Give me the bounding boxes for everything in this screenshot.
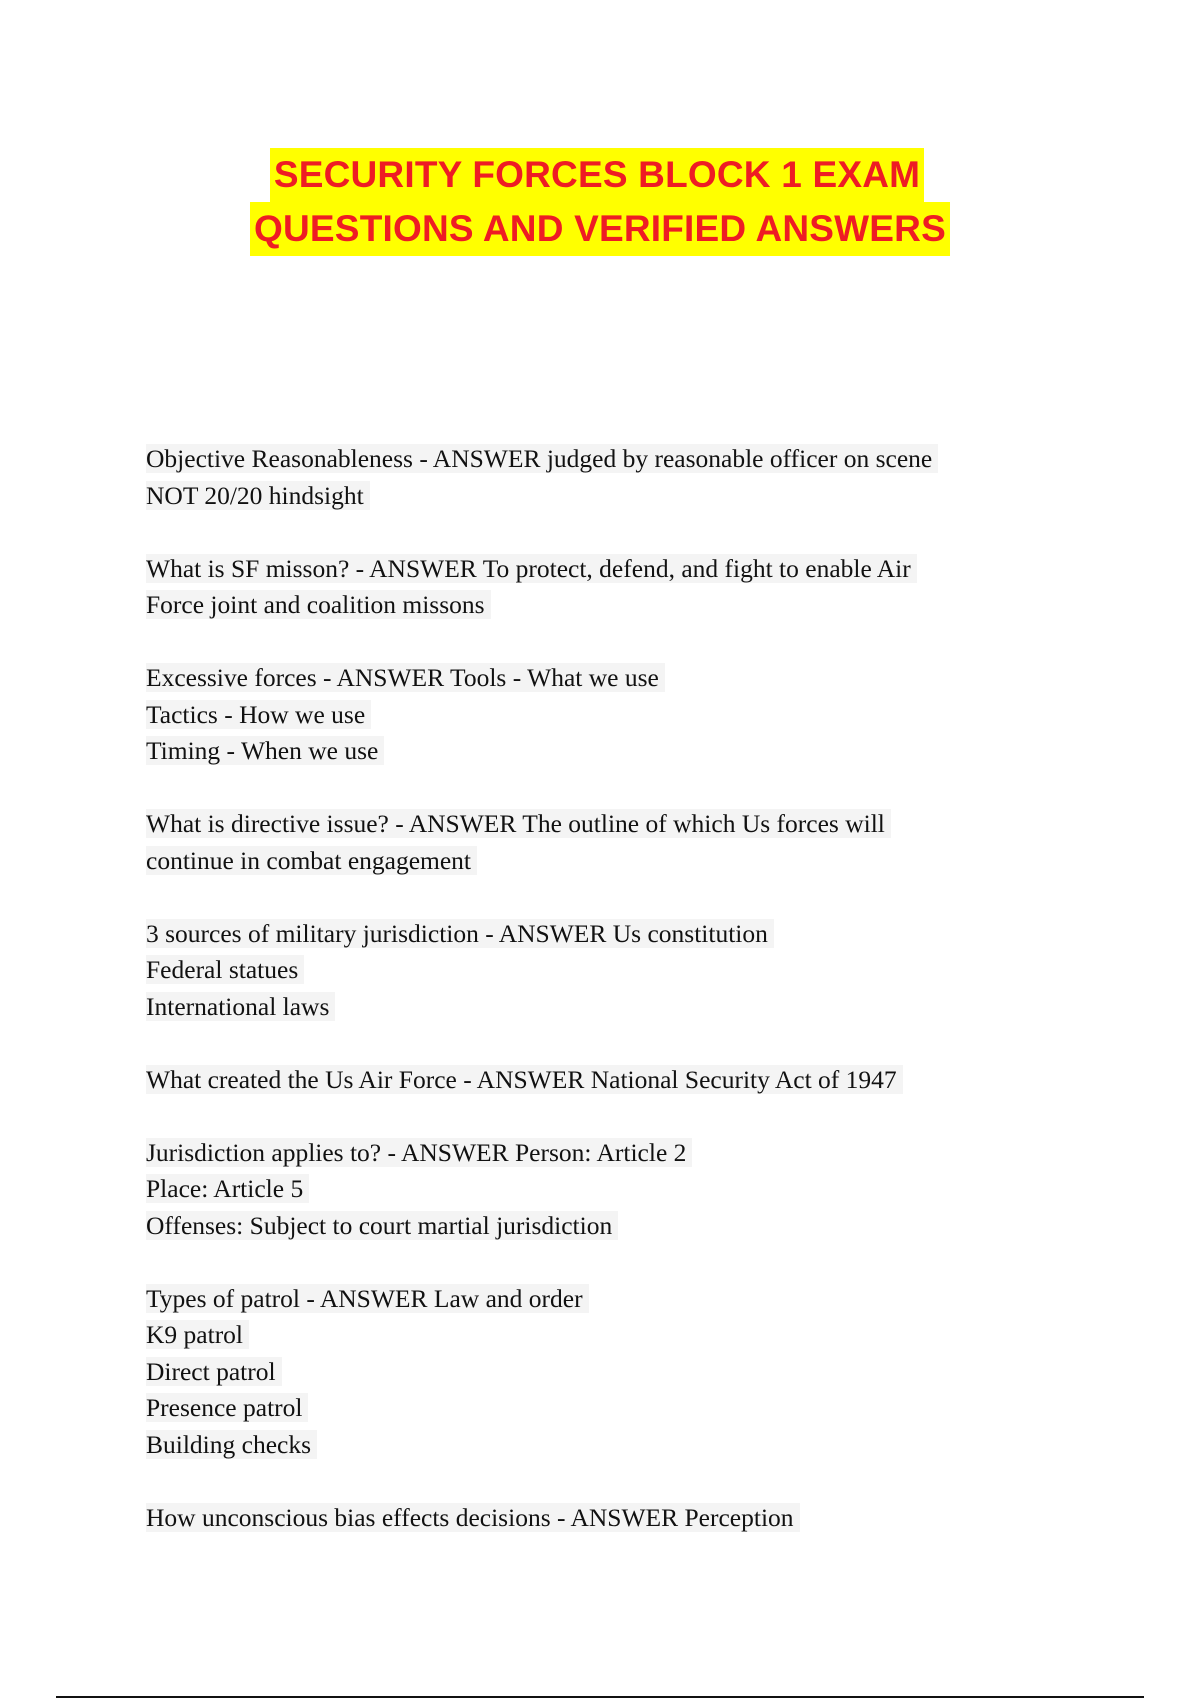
title-line-1: SECURITY FORCES BLOCK 1 EXAM (270, 148, 924, 202)
document-title (0, 148, 1200, 256)
qa-line: Force joint and coalition missons (146, 590, 491, 619)
qa-item (146, 441, 1066, 514)
qa-line: What is directive issue? - ANSWER The outline of which Us forces will (146, 809, 891, 838)
qa-item (146, 660, 1066, 770)
qa-line: Direct patrol (146, 1357, 282, 1386)
footer-divider (56, 1696, 1144, 1698)
qa-line: K9 patrol (146, 1320, 249, 1349)
qa-line: Place: Article 5 (146, 1174, 309, 1203)
qa-line: Jurisdiction applies to? - ANSWER Person: Article 2 (146, 1138, 692, 1167)
qa-line: Tactics - How we use (146, 700, 371, 729)
qa-line: Objective Reasonableness - ANSWER judged by reasonable officer on scene (146, 444, 938, 473)
qa-line: How unconscious bias effects decisions - ANSWER Perception (146, 1503, 800, 1532)
qa-line: continue in combat engagement (146, 846, 477, 875)
qa-line: International laws (146, 992, 335, 1021)
qa-line: Types of patrol - ANSWER Law and order (146, 1284, 589, 1313)
qa-line: Offenses: Subject to court martial jurisdiction (146, 1211, 618, 1240)
qa-line: Federal statues (146, 955, 304, 984)
qa-item (146, 1281, 1066, 1464)
qa-item (146, 551, 1066, 624)
qa-item (146, 806, 1066, 879)
qa-line: NOT 20/20 hindsight (146, 481, 370, 510)
qa-line: Timing - When we use (146, 736, 384, 765)
qa-line: Excessive forces - ANSWER Tools - What we use (146, 663, 665, 692)
qa-line: What created the Us Air Force - ANSWER National Security Act of 1947 (146, 1065, 903, 1094)
qa-item (146, 1500, 1066, 1537)
qa-line: Presence patrol (146, 1393, 308, 1422)
qa-line: 3 sources of military jurisdiction - ANSWER Us constitution (146, 919, 774, 948)
qa-item (146, 1062, 1066, 1099)
qa-line: Building checks (146, 1430, 317, 1459)
title-line-2: QUESTIONS AND VERIFIED ANSWERS (250, 202, 950, 256)
qa-item (146, 916, 1066, 1026)
qa-item (146, 1135, 1066, 1245)
qa-list (146, 441, 1066, 1573)
qa-line: What is SF misson? - ANSWER To protect, defend, and fight to enable Air (146, 554, 917, 583)
